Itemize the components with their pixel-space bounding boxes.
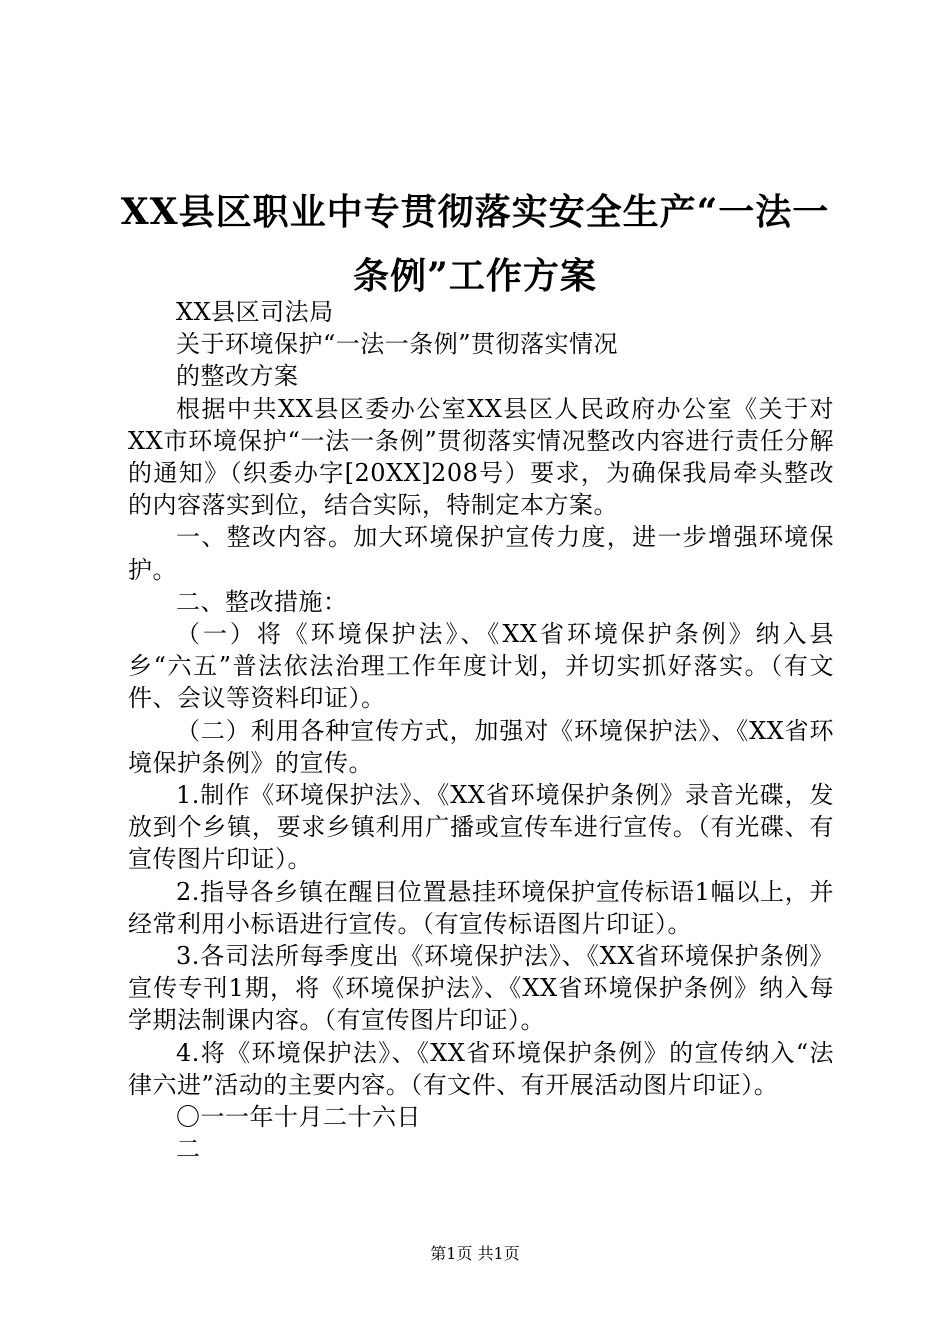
document-title: XX县区职业中专贯彻落实安全生产“一法一条例”工作方案 [120,191,830,297]
document-body [128,296,834,1165]
paragraph-subject-cont: 的整改方案 [176,362,299,391]
paragraph-section-1: 一、整改内容。加大环境保护宣传力度，进一步增强环境保护。 [128,523,834,584]
paragraph-item-4: 4.将《环境保护法》、《XX省环境保护条例》的宣传纳入“法律六进”活动的主要内容。（有文件、有开展活动图片印证）。 [128,1038,834,1099]
paragraph-issuer: XX县区司法局 [176,298,334,326]
paragraph-item-1: 1.制作《环境保护法》、《XX省环境保护条例》录音光碟，发放到个乡镇，要求乡镇利用广播或宣传车进行宣传。（有光碟、有宣传图片印证）。 [128,781,834,874]
page-footer: 第1页 共1页 [430,1244,520,1263]
paragraph-intro: 根据中共XX县区委办公室XX县区人民政府办公室《关于对XX市环境保护“一法一条例”贯彻落实情况整改内容进行责任分解的通知》（织委办字[20XX]208号）要求，为确保我局牵头整改的内容落实到位，结合实际，特制定本方案。 [128,394,834,520]
paragraph-trailing: 二 [176,1135,201,1164]
paragraph-item-2: 2.指导各乡镇在醒目位置悬挂环境保护宣传标语1幅以上，并经常利用小标语进行宣传。（有宣传标语图片印证）。 [128,877,834,938]
paragraph-measure-1: （一）将《环境保护法》、《XX省环境保护条例》纳入县乡“六五”普法依法治理工作年度计划，并切实抓好落实。（有文件、会议等资料印证）。 [128,620,834,713]
paragraph-measure-2: （二）利用各种宣传方式，加强对《环境保护法》、《XX省环境保护条例》的宣传。 [128,716,834,777]
paragraph-subject: 关于环境保护“一法一条例”贯彻落实情况 [176,330,619,359]
paragraph-date: 〇一一年十月二十六日 [176,1103,421,1132]
paragraph-section-2: 二、整改措施： [176,587,348,616]
paragraph-item-3: 3.各司法所每季度出《环境保护法》、《XX省环境保护条例》宣传专刊1期，将《环境保护法》、《XX省环境保护条例》纳入每学期法制课内容。（有宣传图片印证）。 [128,942,834,1035]
